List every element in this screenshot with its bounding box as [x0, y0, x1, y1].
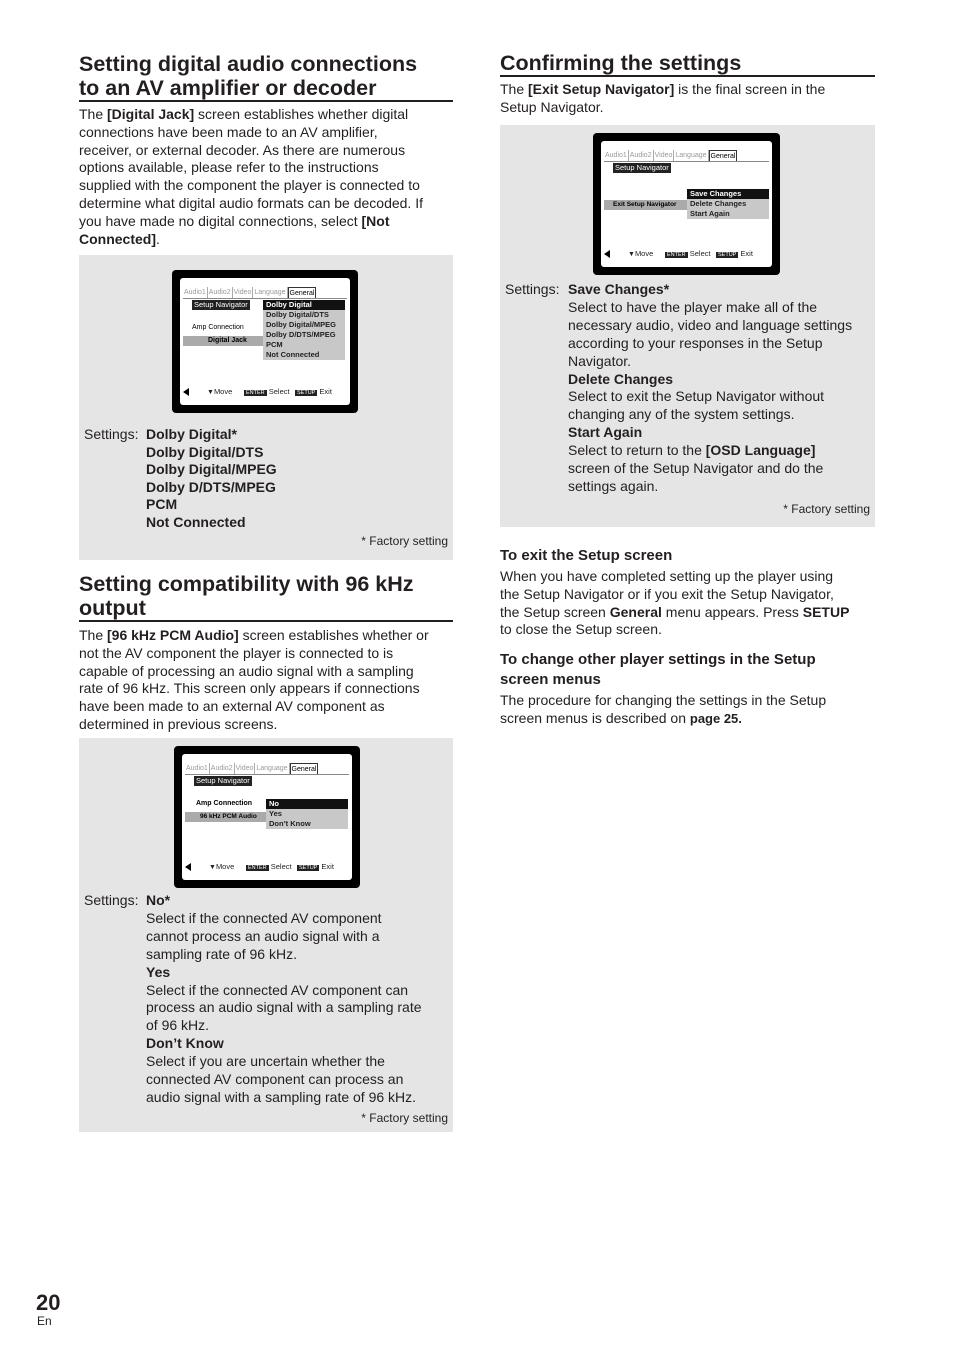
- setting-description: Select if the connected AV component: [146, 909, 382, 926]
- screen-tab: General: [288, 287, 317, 298]
- left-arrow-icon: [604, 250, 610, 258]
- setup-key-icon: SETUP: [718, 252, 737, 258]
- body-text: according to your responses in the Setup: [568, 334, 823, 351]
- screen-tab: Audio2: [210, 765, 233, 772]
- setup-navigator-label: Setup Navigator: [615, 163, 669, 172]
- settings-label: Settings:: [84, 892, 139, 908]
- emphasis-text: [Exit Setup Navigator]: [528, 81, 675, 97]
- setting-description: of 96 kHz.: [146, 1017, 210, 1034]
- footer-move-label: Move: [215, 862, 235, 871]
- text-line: [500, 99, 880, 117]
- setup-navigator-label: Setup Navigator: [196, 776, 250, 785]
- text-line: [79, 142, 459, 160]
- body-text: not the AV component the player is connected to is: [79, 644, 394, 661]
- exit-navigator-screen: [593, 133, 780, 275]
- screen-display: [601, 141, 772, 267]
- setting-description: [568, 335, 873, 353]
- screen-option: Not Connected: [266, 350, 320, 359]
- setting-option: Delete Changes: [568, 370, 674, 387]
- body-text: to close the Setup screen.: [500, 621, 662, 638]
- body-text: determine what digital audio formats can be decoded. If: [79, 194, 423, 211]
- footer-exit-label: Exit: [319, 862, 334, 871]
- settings-label: Settings:: [505, 281, 560, 297]
- setting-description: Select if the connected AV component can: [146, 981, 409, 998]
- body-text: The: [79, 627, 108, 643]
- emphasis-text: [Digital Jack]: [107, 106, 195, 122]
- text-line: [79, 645, 459, 663]
- body-text: receiver, or external decoder. As there are numerous: [79, 141, 406, 158]
- setting-description: [568, 317, 873, 335]
- screen-tab: Audio2: [208, 289, 231, 296]
- text-line: [500, 710, 880, 728]
- enter-key-icon: ENTER: [246, 390, 265, 396]
- settings-list: [568, 281, 873, 496]
- text-line: [79, 698, 459, 716]
- screen-footer: [182, 862, 352, 872]
- screen-option: Dolby Digital/DTS: [266, 310, 329, 319]
- confirming-intro: [500, 81, 880, 117]
- footer-exit-label: Exit: [317, 387, 332, 396]
- down-arrow-icon: ▼: [628, 251, 635, 258]
- screen-option: No: [266, 799, 348, 809]
- section-title-confirming: Confirming the settings: [500, 51, 742, 75]
- setting-option: Dolby Digital/DTS: [146, 443, 264, 460]
- body-text: determined in previous screens.: [79, 715, 278, 732]
- emphasis-text: SETUP: [802, 603, 850, 620]
- 96khz-screen: [174, 746, 360, 888]
- screen-option: Dolby Digital/MPEG: [266, 320, 337, 329]
- title-rule: [79, 620, 453, 622]
- footer-exit: [295, 387, 332, 398]
- title-rule: [79, 100, 453, 102]
- emphasis-text: [96 kHz PCM Audio]: [107, 627, 239, 643]
- text-line: [79, 231, 459, 249]
- emphasis-text: [Not: [361, 212, 390, 229]
- body-text: Select to exit the Setup Navigator without: [568, 388, 825, 405]
- emphasis-text: Connected]: [79, 230, 156, 247]
- screen-option: Don’t Know: [269, 819, 311, 828]
- setting-description: Select if you are uncertain whether the: [146, 1053, 385, 1070]
- footer-select-label: Select: [268, 862, 292, 871]
- setting-description: [568, 478, 873, 496]
- body-text: screen establishes whether digital: [194, 106, 409, 122]
- body-text: rate of 96 kHz. This screen only appears if connections: [79, 680, 420, 697]
- confirming-panel: [500, 125, 875, 527]
- screen-tab: Audio1: [184, 289, 206, 296]
- screen-option: Dolby Digital: [263, 300, 345, 310]
- footer-exit-label: Exit: [738, 249, 753, 258]
- body-text: connections have been made to an AV amplifier,: [79, 123, 378, 140]
- body-text: Setup Navigator.: [500, 98, 604, 115]
- body-text: The: [500, 81, 529, 97]
- body-text: The: [79, 106, 108, 122]
- settings-list: [146, 892, 446, 1107]
- screen-label: Amp Connection: [192, 324, 244, 331]
- text-line: [79, 680, 459, 698]
- text-line: [79, 195, 459, 213]
- body-text: Select to return to the: [568, 442, 706, 459]
- text-line: [79, 213, 459, 231]
- text-line: [500, 621, 880, 639]
- screen-tab: Language: [254, 289, 286, 296]
- left-arrow-icon: [185, 863, 191, 871]
- tab-underline: [604, 161, 769, 162]
- setting-option: Dolby Digital*: [146, 426, 238, 442]
- body-text: the Setup screen: [500, 603, 610, 620]
- emphasis-text: page 25.: [689, 710, 742, 726]
- footer-select: [244, 387, 290, 398]
- setting-option: No*: [146, 892, 171, 908]
- setting-description: [568, 442, 873, 460]
- screen-tab: Video: [233, 289, 252, 296]
- 96khz-description: [79, 627, 459, 734]
- options-list: [687, 189, 769, 219]
- footer-move: [628, 249, 653, 260]
- text-line: [500, 586, 880, 604]
- setting-description: [568, 299, 873, 317]
- body-text: the Setup Navigator or if you exit the Setup Navigator,: [500, 585, 834, 602]
- screen-label: Exit Setup Navigator: [613, 201, 677, 208]
- enter-key-icon: ENTER: [248, 865, 267, 871]
- footer-move: [209, 862, 234, 873]
- factory-note: * Factory setting: [361, 1111, 448, 1125]
- body-text: options available, please refer to the instructions: [79, 159, 379, 176]
- body-text: When you have completed setting up the player using: [500, 568, 834, 584]
- setting-description: [568, 406, 873, 424]
- settings-label: Settings:: [84, 426, 139, 442]
- footer-move-label: Move: [634, 249, 654, 258]
- change-settings-text: [500, 692, 880, 728]
- body-text: The procedure for changing the settings in the Setup: [500, 692, 827, 708]
- emphasis-text: [OSD Language]: [705, 442, 816, 459]
- digital-jack-description: [79, 106, 459, 248]
- body-text: you have made no digital connections, select: [79, 212, 362, 229]
- screen-option: Save Changes: [687, 189, 769, 199]
- body-text: necessary audio, video and language settings: [568, 316, 853, 333]
- footer-select-label: Select: [266, 387, 290, 396]
- screen-tab: Video: [654, 152, 673, 159]
- body-text: Navigator.: [568, 352, 632, 369]
- screen-label: Digital Jack: [208, 337, 247, 344]
- body-text: .: [156, 230, 160, 247]
- setup-key-icon: SETUP: [297, 390, 316, 396]
- screen-option: Dolby D/DTS/MPEG: [266, 330, 336, 339]
- text-line: [79, 627, 459, 645]
- screen-tab: Language: [675, 152, 707, 159]
- text-line: [79, 124, 459, 142]
- section-title-96khz: Setting compatibility with 96 kHz output: [79, 572, 414, 620]
- screen-tab: Video: [235, 765, 254, 772]
- setting-description: cannot process an audio signal with a: [146, 927, 380, 944]
- screen-tab: Audio1: [186, 765, 208, 772]
- down-arrow-icon: ▼: [207, 389, 214, 396]
- text-line: [79, 716, 459, 734]
- settings-list: [146, 426, 277, 531]
- text-line: [79, 159, 459, 177]
- tab-underline: [185, 774, 349, 775]
- screen-tab: Audio1: [605, 152, 627, 159]
- setup-key-icon: SETUP: [299, 865, 318, 871]
- setting-option: Start Again: [568, 424, 643, 441]
- screen-option: Start Again: [690, 209, 730, 218]
- factory-note: * Factory setting: [361, 534, 448, 548]
- screen-display: [180, 278, 350, 405]
- body-text: capable of processing an audio signal with a sampling: [79, 662, 414, 679]
- body-text: Select to have the player make all of the: [568, 298, 818, 315]
- left-arrow-icon: [183, 388, 189, 396]
- setting-description: [568, 460, 873, 478]
- setup-navigator-label: Setup Navigator: [194, 300, 248, 309]
- page-number: 20: [36, 1290, 61, 1315]
- body-text: have been made to an external AV component as: [79, 698, 385, 715]
- setting-option: Yes: [146, 963, 171, 980]
- tab-underline: [183, 298, 347, 299]
- screen-option: Delete Changes: [690, 199, 747, 208]
- page-language: En: [37, 1314, 52, 1328]
- screen-tab: General: [290, 763, 319, 774]
- enter-key-icon: ENTER: [667, 252, 686, 258]
- digital-jack-screen: [172, 270, 358, 413]
- emphasis-text: General: [609, 603, 662, 620]
- setting-description: sampling rate of 96 kHz.: [146, 945, 297, 962]
- text-line: [79, 663, 459, 681]
- screen-label: 96 kHz PCM Audio: [200, 813, 257, 820]
- screen-tab: Audio2: [629, 152, 652, 159]
- text-line: [500, 692, 880, 710]
- digital-jack-panel: [79, 255, 453, 560]
- footer-exit: [297, 862, 334, 873]
- setting-option: Not Connected: [146, 513, 246, 530]
- setting-option: Don’t Know: [146, 1035, 224, 1052]
- exit-setup-text: [500, 568, 880, 639]
- screen-option: Yes: [269, 809, 282, 818]
- text-line: [500, 568, 880, 586]
- body-text: screen of the Setup Navigator and do the: [568, 460, 824, 477]
- body-text: menu appears. Press: [661, 603, 803, 620]
- text-line: [79, 106, 459, 124]
- change-settings-heading: To change other player settings in the Setup screen menus: [500, 651, 816, 688]
- exit-setup-heading: To exit the Setup screen: [500, 547, 673, 564]
- screen-option: PCM: [266, 340, 283, 349]
- body-text: settings again.: [568, 477, 659, 494]
- footer-select-label: Select: [687, 249, 711, 258]
- body-text: is the final screen in the: [674, 81, 826, 97]
- body-text: screen menus is described on: [500, 709, 690, 726]
- setting-option: PCM: [146, 496, 178, 512]
- screen-footer: [601, 249, 772, 259]
- text-line: [500, 604, 880, 622]
- footer-move: [207, 387, 232, 398]
- 96khz-panel: [79, 738, 453, 1132]
- footer-exit: [716, 249, 753, 260]
- title-rule: [500, 75, 875, 77]
- setting-description: audio signal with a sampling rate of 96 kHz.: [146, 1088, 417, 1105]
- footer-move-label: Move: [213, 387, 233, 396]
- setting-description: [568, 353, 873, 371]
- setting-option: Save Changes*: [568, 281, 670, 297]
- setting-option: Dolby D/DTS/MPEG: [146, 478, 276, 495]
- body-text: supplied with the component the player is connected to: [79, 177, 420, 194]
- setting-description: connected AV component can process an: [146, 1071, 404, 1088]
- screen-footer: [180, 387, 350, 397]
- footer-select: [246, 862, 292, 873]
- setting-description: process an audio signal with a sampling rate: [146, 999, 422, 1016]
- section-title-digital-audio: Setting digital audio connections to an AV amplifier or decoder: [79, 52, 418, 100]
- setting-description: [568, 388, 873, 406]
- text-line: [79, 177, 459, 195]
- options-list: [263, 300, 345, 360]
- screen-display: [182, 754, 352, 880]
- screen-tab: General: [709, 150, 738, 161]
- screen-tab: Language: [256, 765, 288, 772]
- body-text: screen establishes whether or: [238, 627, 429, 643]
- options-list: [266, 799, 348, 829]
- setting-option: Dolby Digital/MPEG: [146, 461, 277, 477]
- screen-label: Amp Connection: [196, 800, 252, 807]
- body-text: changing any of the system settings.: [568, 406, 795, 423]
- text-line: [500, 81, 880, 99]
- factory-note: * Factory setting: [783, 502, 870, 516]
- footer-select: [665, 249, 711, 260]
- down-arrow-icon: ▼: [209, 864, 216, 871]
